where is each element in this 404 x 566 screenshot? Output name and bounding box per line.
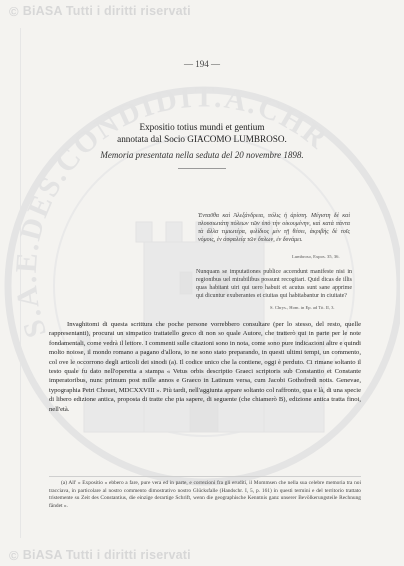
epigraph-greek-source: Lumbroso, Expos. 35, 36. [292, 254, 340, 259]
epigraph-greek: Ἐνταῦθα καὶ Ἀλεξάνδρεια, πόλις ἡ ἀρίστη. Μέγιστη δὲ καὶ πλουσιωτάτη πόλεων τῶν ὑπὸ τὴν οἰκουμένην, καὶ κατὰ πάντα τὰ ἄλλα τιμιωτέρα, φιλίδιος μὲν τῇ θέσει, ἀκριβὴς δὲ τοῖς νόμοις, ἐν ἀσφαλείᾳ τῶν ὅπλων, ἐν δυνάμει. [198, 213, 350, 243]
article-subtitle: Memoria presentata nella seduta del 20 novembre 1898. [100, 150, 304, 160]
paragraph-1: Invaghitomi di questa scrittura che poche persone vorrebbero consultare (per lo stesso, del resto, quelle rappresentanti), procurai un simpatico trattatello greco di non so quale Autore, che tratterò qui in parte per le note fondamentali, come vedrà il lettore. I commenti sulle citazioni sono in nota, come sono pure indicazioni altre e quindi molto noiose, il mondo romano a pagano d'allora, io ne sono stato preparando, in questi ultimi tempi, un commento, col ove le occorrono degli articoli dei sinodi (a). Il codice unico che la contiene, oggi è perduto. Ci rimane soltanto il testo quale fu dato nell'operetta a stampa « Vetus orbis descriptio Graeci scriptoris sub Constantio et Constante imperatoribus, nunc primum post mille annos e Graeco in Latinum versa, cum Jacobi Gothofredi notis. Genevae, typographia Petri Chouet, MDCXXVIII ». Più tardi, nell'aggiunta appare soltanto col raffronto, qua e là, di una specie di libero edizione antica, proposta di tratte che pia sapere, di seguente (che chiamerò B), edizione antica tratta finoi, nell'età. [49, 321, 361, 413]
copyright-watermark-bottom [0, 544, 404, 566]
watermark-text: BiASA Tutti i diritti riservati [22, 548, 191, 562]
footnote [49, 480, 361, 510]
title-line-1: Expositio totius mundi et gentium [139, 122, 265, 132]
epigraph-latin: Nunquam se imputationes publice accendunt manifeste nisi in regionibus uel mirabilibus possunt recogitari. Quid dicas de illis quas habitant uiri qui uero habuit et acutus sunt sane apprime qui dicuntur exuberantes et ciuitas qui habitabantur in ciuitate? [196, 269, 352, 299]
epigraph-latin-source: S. Chrys., Hom. in Ep. ad Tit. II, 3. [270, 305, 335, 310]
watermark-text: BiASA Tutti i diritti riservati [22, 4, 191, 18]
title-line-2: annotata dal Socio GIACOMO LUMBROSO. [117, 134, 287, 144]
copyright-icon: © [9, 3, 19, 19]
title-divider [178, 168, 226, 169]
copyright-icon: © [9, 547, 19, 563]
footnote-text: (a) All' « Expositio » ebbero a fare, pure vera ed in parte, e correzioni fra gli eruditi, il Mommsen che nella sua celebre memoria tra noi tracciava, in particolare al nostro commento dimostrativo nostro Glücksfalle (Handschr. I, 5, p. 161) in questi termini e del territorio trattato tristemente su Zeit des Constantius, die einzige derartige Schrift, wenn die geographische Kenntnis ganz unserer Bevölkerungsteile Rechnung fändet ». [49, 480, 361, 509]
seal-legend: S.A.E.DES.CONDIDIT.A.CHR [9, 80, 335, 342]
article-title [0, 121, 404, 145]
main-paragraph [49, 320, 361, 414]
footnote-divider [49, 476, 361, 477]
page-number: — 194 — [184, 59, 220, 69]
